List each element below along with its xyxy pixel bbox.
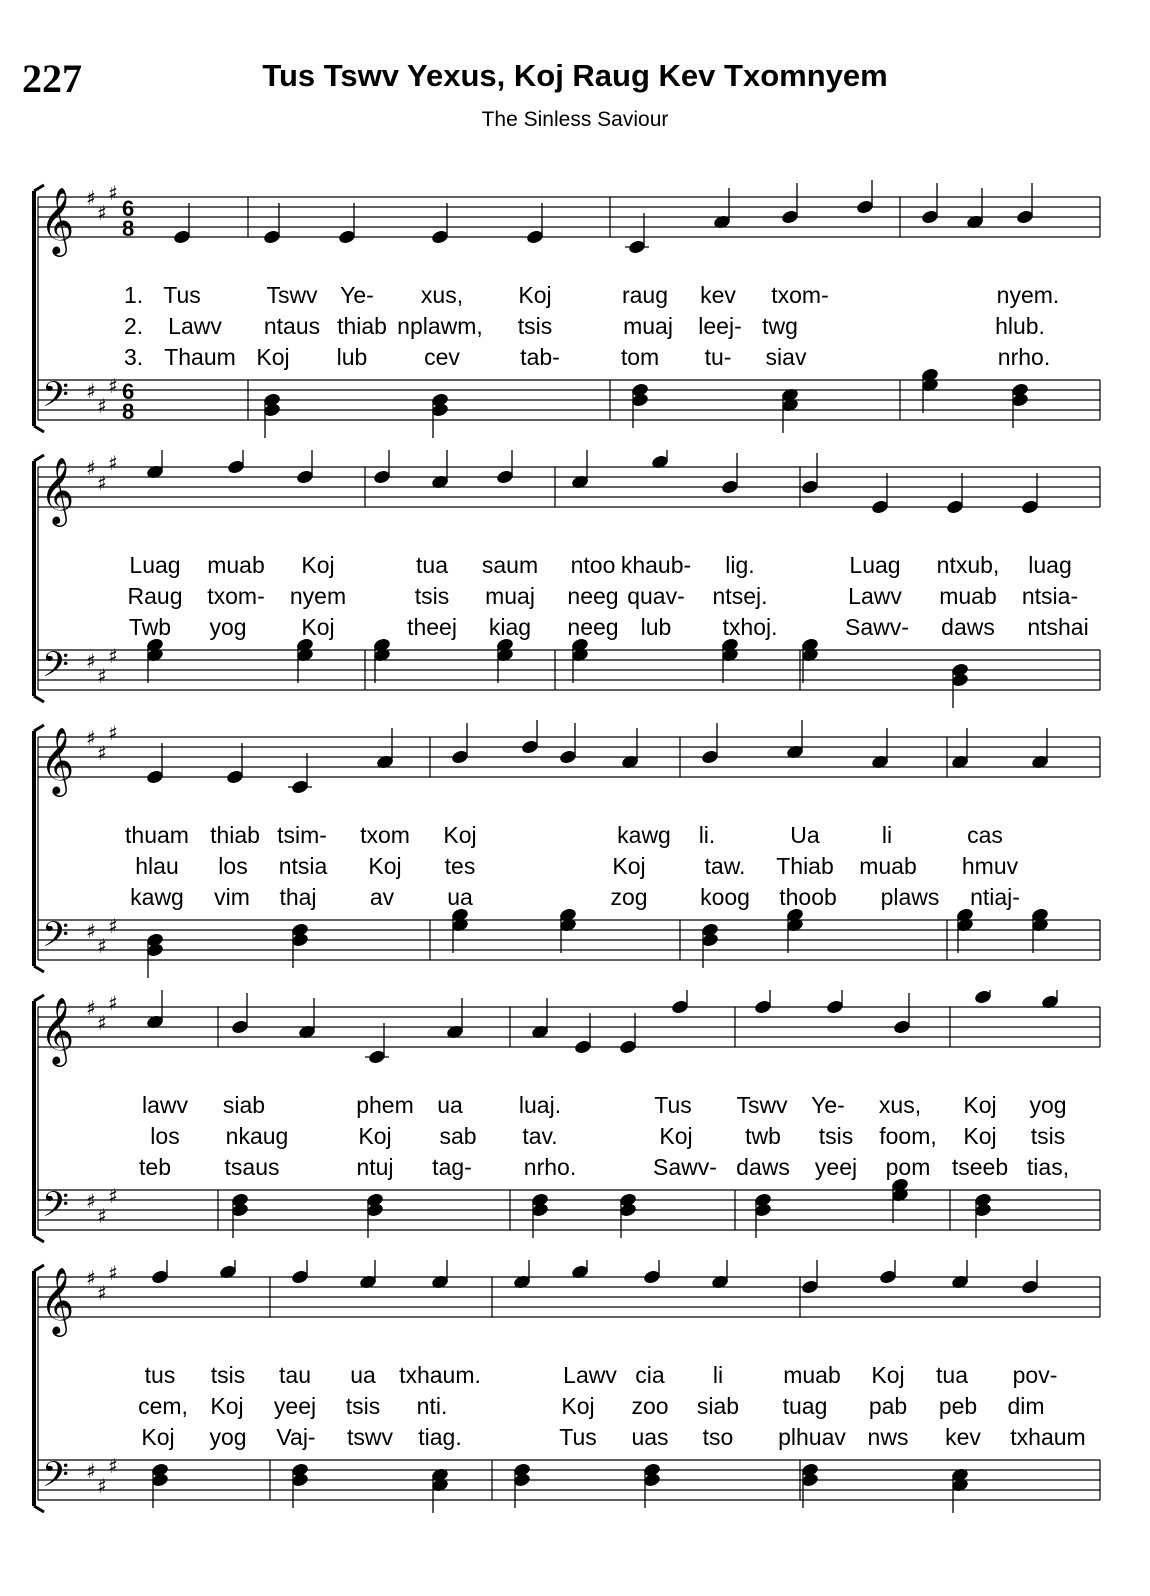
lyric-syllable: Raug	[127, 583, 183, 609]
lyric-syllable: Sawv-	[845, 614, 909, 640]
lyric-syllable: twg	[762, 313, 798, 339]
lyric-syllable: Koj	[963, 1092, 997, 1118]
lyric-syllable: Koj	[358, 1123, 392, 1149]
time-sig-bottom: 8	[122, 216, 135, 241]
lyric-syllable: lawv	[141, 1092, 189, 1118]
lyric-syllable: tsaus	[224, 1154, 280, 1180]
staff-graphic	[0, 1260, 1150, 1520]
key-sharp-icon: ♯	[108, 721, 118, 745]
bass-clef-icon: 𝄢	[42, 644, 70, 693]
lyric-syllable: tus	[144, 1362, 176, 1388]
lyric-syllable: thuam	[125, 822, 189, 848]
lyric-syllable: muab	[783, 1362, 841, 1388]
lyric-syllable: tsis	[517, 313, 553, 339]
lyric-syllable: nti.	[416, 1393, 448, 1419]
lyric-syllable: tav.	[522, 1123, 558, 1149]
verse-number: 3.	[124, 344, 144, 370]
lyric-syllable: tau	[279, 1362, 311, 1388]
lyric-syllable: zog	[610, 884, 648, 910]
lyric-syllable: nws	[867, 1424, 909, 1450]
lyric-syllable: kawg	[617, 822, 671, 848]
lyric-syllable: ntaus	[263, 313, 321, 339]
lyric-syllable: Koj	[659, 1123, 693, 1149]
key-sharp-icon: ♯	[86, 186, 96, 210]
time-sig-top: 6	[122, 379, 135, 404]
lyric-syllable: ntsej.	[712, 583, 768, 609]
key-sharp-icon: ♯	[97, 1011, 107, 1035]
key-sharp-icon: ♯	[86, 726, 96, 750]
lyric-syllable: tua	[416, 552, 448, 578]
lyric-syllable: Tus	[654, 1092, 692, 1118]
staff-graphic	[0, 180, 1150, 440]
lyric-line-verse-1	[0, 1092, 1150, 1120]
lyric-syllable: daws	[736, 1154, 790, 1180]
music-system	[0, 450, 1150, 710]
lyric-line-verse-2	[0, 313, 1150, 341]
lyric-syllable: tag-	[432, 1154, 472, 1180]
key-sharp-icon: ♯	[86, 649, 96, 673]
lyric-line-verse-3	[0, 1154, 1150, 1182]
lyric-syllable: muab	[939, 583, 997, 609]
lyric-line-verse-1	[0, 552, 1150, 580]
lyric-syllable: txom-	[207, 583, 265, 609]
bass-clef-icon: 𝄢	[42, 1184, 70, 1233]
lyric-syllable: vim	[214, 884, 250, 910]
verse-number: 1.	[124, 282, 144, 308]
lyric-syllable: siab	[696, 1393, 740, 1419]
key-sharp-icon: ♯	[97, 1281, 107, 1305]
lyric-syllable: thiab	[210, 822, 260, 848]
lyric-syllable: nrho.	[997, 344, 1051, 370]
lyric-syllable: raug	[621, 282, 669, 308]
bass-clef-icon: 𝄢	[42, 1454, 70, 1503]
lyric-syllable: Koj	[443, 822, 477, 848]
key-sharp-icon: ♯	[86, 379, 96, 403]
lyric-syllable: Lawv	[168, 313, 222, 339]
lyric-syllable: Twb	[128, 614, 172, 640]
lyric-syllable: siav	[765, 344, 807, 370]
lyric-syllable: kiag	[488, 614, 532, 640]
lyric-line-verse-3	[0, 614, 1150, 642]
hymn-subtitle: The Sinless Saviour	[481, 108, 669, 131]
lyric-syllable: hlub.	[995, 313, 1045, 339]
lyric-syllable: Luag	[129, 552, 181, 578]
treble-clef-icon: 𝄞	[40, 996, 75, 1064]
lyric-line-verse-1	[0, 282, 1150, 310]
lyric-syllable: tuag	[782, 1393, 828, 1419]
key-sharp-icon: ♯	[108, 644, 118, 668]
lyric-syllable: xus,	[420, 282, 464, 308]
lyric-syllable: ua	[350, 1362, 376, 1388]
key-sharp-icon: ♯	[97, 934, 107, 958]
verse-number: 2.	[124, 313, 144, 339]
staff-graphic	[0, 990, 1150, 1250]
time-sig-top: 6	[122, 196, 135, 221]
lyric-syllable: Thiab	[776, 853, 834, 879]
lyric-syllable: pom	[885, 1154, 931, 1180]
key-sharp-icon: ♯	[97, 664, 107, 688]
key-sharp-icon: ♯	[97, 201, 107, 225]
lyric-syllable: Vaj-	[276, 1424, 316, 1450]
lyric-syllable: thiab	[337, 313, 387, 339]
key-sharp-icon: ♯	[86, 1266, 96, 1290]
lyric-syllable: cas	[967, 822, 1003, 848]
lyric-syllable: Koj	[368, 853, 402, 879]
lyric-syllable: tu-	[704, 344, 732, 370]
key-sharp-icon: ♯	[97, 394, 107, 418]
lyric-syllable: hmuv	[961, 853, 1019, 879]
lyric-syllable: li.	[698, 822, 716, 848]
key-sharp-icon: ♯	[108, 914, 118, 938]
lyric-syllable: pab	[868, 1393, 908, 1419]
lyric-syllable: tom	[620, 344, 660, 370]
lyric-syllable: Lawv	[848, 583, 902, 609]
treble-clef-icon: 𝄞	[40, 186, 75, 254]
lyric-line-verse-1	[0, 1362, 1150, 1390]
lyric-syllable: ntsia	[278, 853, 328, 879]
lyric-syllable: Ye-	[340, 282, 374, 308]
lyric-syllable: Koj	[301, 614, 335, 640]
key-sharp-icon: ♯	[108, 991, 118, 1015]
lyric-syllable: txhaum.	[399, 1362, 481, 1388]
time-sig-bottom: 8	[122, 399, 135, 424]
lyric-syllable: cem,	[138, 1393, 188, 1419]
lyric-syllable: tso	[702, 1424, 734, 1450]
lyric-syllable: Thaum	[164, 344, 236, 370]
lyric-syllable: nyem	[289, 583, 347, 609]
lyric-syllable: peb	[938, 1393, 978, 1419]
key-sharp-icon: ♯	[86, 456, 96, 480]
lyric-syllable: txom	[360, 822, 410, 848]
lyric-syllable: quav-	[627, 583, 685, 609]
key-sharp-icon: ♯	[86, 996, 96, 1020]
lyric-syllable: thaj	[279, 884, 317, 910]
lyric-syllable: nyem.	[996, 282, 1060, 308]
lyric-syllable: theej	[407, 614, 457, 640]
lyric-syllable: muaj	[623, 313, 673, 339]
lyric-syllable: ntsia-	[1021, 583, 1079, 609]
lyric-syllable: plhuav	[778, 1424, 846, 1450]
lyric-syllable: Koj	[871, 1362, 905, 1388]
lyric-syllable: yog	[209, 1424, 247, 1450]
lyric-syllable: pov-	[1012, 1362, 1058, 1388]
lyric-syllable: los	[218, 853, 248, 879]
lyric-syllable: saum	[481, 552, 539, 578]
key-sharp-icon: ♯	[86, 1189, 96, 1213]
lyric-syllable: tias,	[1026, 1154, 1070, 1180]
lyric-line-verse-3	[0, 1424, 1150, 1452]
hymn-number: 227	[22, 56, 82, 101]
lyric-syllable: foom,	[879, 1123, 937, 1149]
lyric-syllable: Sawv-	[653, 1154, 717, 1180]
lyric-syllable: khaub-	[620, 552, 692, 578]
lyric-syllable: luag	[1028, 552, 1072, 578]
lyric-syllable: sab	[439, 1123, 477, 1149]
lyric-syllable: hlau	[135, 853, 179, 879]
lyric-syllable: muab	[859, 853, 917, 879]
lyric-syllable: lub	[640, 614, 672, 640]
lyric-syllable: los	[150, 1123, 180, 1149]
lyric-syllable: kev	[700, 282, 736, 308]
lyric-syllable: Tswv	[736, 1092, 788, 1118]
lyric-syllable: nrho.	[523, 1154, 577, 1180]
lyric-syllable: xus,	[878, 1092, 922, 1118]
lyric-syllable: tua	[936, 1362, 968, 1388]
lyric-syllable: txhoj.	[722, 614, 778, 640]
lyric-syllable: zoo	[631, 1393, 669, 1419]
lyric-syllable: daws	[941, 614, 995, 640]
lyric-syllable: phem	[356, 1092, 414, 1118]
lyric-syllable: Koj	[301, 552, 335, 578]
lyric-syllable: neeg	[567, 583, 619, 609]
lyric-syllable: txhaum	[1010, 1424, 1086, 1450]
lyric-syllable: tsis	[1030, 1123, 1066, 1149]
lyric-syllable: tsis	[818, 1123, 854, 1149]
lyric-syllable: plaws	[880, 884, 940, 910]
lyric-syllable: Tus	[559, 1424, 597, 1450]
lyric-line-verse-2	[0, 1393, 1150, 1421]
lyric-syllable: tsis	[414, 583, 450, 609]
key-sharp-icon: ♯	[108, 1184, 118, 1208]
lyric-syllable: Koj	[518, 282, 552, 308]
lyric-syllable: Koj	[561, 1393, 595, 1419]
lyric-line-verse-2	[0, 583, 1150, 611]
lyric-syllable: lig.	[725, 552, 755, 578]
lyric-syllable: tswv	[347, 1424, 393, 1450]
lyric-syllable: ua	[447, 884, 473, 910]
lyric-syllable: leej-	[698, 313, 742, 339]
lyric-syllable: nplawm,	[397, 313, 483, 339]
key-sharp-icon: ♯	[108, 451, 118, 475]
lyric-syllable: tsis	[345, 1393, 381, 1419]
key-sharp-icon: ♯	[97, 1474, 107, 1498]
lyric-syllable: li	[881, 822, 893, 848]
lyric-syllable: Koj	[963, 1123, 997, 1149]
lyric-syllable: tseeb	[951, 1154, 1009, 1180]
lyric-syllable: yog	[1029, 1092, 1067, 1118]
key-sharp-icon: ♯	[86, 919, 96, 943]
music-system	[0, 720, 1150, 980]
music-system	[0, 1260, 1150, 1520]
lyric-syllable: Tus	[163, 282, 201, 308]
lyric-syllable: Luag	[849, 552, 901, 578]
key-sharp-icon: ♯	[97, 471, 107, 495]
lyric-syllable: cia	[635, 1362, 665, 1388]
lyric-syllable: tiag.	[418, 1424, 462, 1450]
lyric-syllable: tsis	[210, 1362, 246, 1388]
key-sharp-icon: ♯	[108, 181, 118, 205]
bass-clef-icon: 𝄢	[42, 374, 70, 423]
lyric-syllable: tes	[444, 853, 476, 879]
lyric-syllable: Ua	[790, 822, 820, 848]
lyric-syllable: Ye-	[811, 1092, 845, 1118]
bass-clef-icon: 𝄢	[42, 914, 70, 963]
lyric-syllable: koog	[700, 884, 750, 910]
lyric-syllable: ntuj	[356, 1154, 394, 1180]
lyric-syllable: thoob	[779, 884, 837, 910]
lyric-syllable: Tswv	[266, 282, 318, 308]
lyric-line-verse-2	[0, 853, 1150, 881]
lyric-line-verse-3	[0, 344, 1150, 372]
lyric-syllable: tsim-	[277, 822, 327, 848]
lyric-syllable: li	[712, 1362, 724, 1388]
lyric-syllable: yeej	[273, 1393, 317, 1419]
lyric-syllable: dim	[1007, 1393, 1045, 1419]
key-sharp-icon: ♯	[97, 741, 107, 765]
lyric-syllable: luaj.	[518, 1092, 562, 1118]
treble-clef-icon: 𝄞	[40, 456, 75, 524]
lyric-syllable: ntxub,	[936, 552, 1000, 578]
staff-graphic	[0, 720, 1150, 980]
treble-clef-icon: 𝄞	[40, 1266, 75, 1334]
treble-clef-icon: 𝄞	[40, 726, 75, 794]
music-system	[0, 180, 1150, 440]
lyric-line-verse-2	[0, 1123, 1150, 1151]
lyric-syllable: txom-	[771, 282, 829, 308]
key-sharp-icon: ♯	[108, 374, 118, 398]
lyric-syllable: ntshai	[1027, 614, 1089, 640]
lyric-syllable: yeej	[814, 1154, 858, 1180]
key-sharp-icon: ♯	[97, 1204, 107, 1228]
lyric-syllable: neeg	[567, 614, 619, 640]
key-sharp-icon: ♯	[108, 1261, 118, 1285]
lyric-syllable: lub	[336, 344, 368, 370]
bracket-cap-bottom	[34, 1506, 44, 1512]
key-sharp-icon: ♯	[86, 1459, 96, 1483]
lyric-syllable: muab	[207, 552, 265, 578]
lyric-syllable: yog	[209, 614, 247, 640]
lyric-syllable: ua	[437, 1092, 463, 1118]
lyric-syllable: kawg	[130, 884, 184, 910]
music-system	[0, 990, 1150, 1250]
lyric-syllable: Koj	[256, 344, 290, 370]
lyric-line-verse-1	[0, 822, 1150, 850]
lyric-syllable: nkaug	[225, 1123, 289, 1149]
lyric-line-verse-3	[0, 884, 1150, 912]
key-sharp-icon: ♯	[108, 1454, 118, 1478]
lyric-syllable: cev	[424, 344, 460, 370]
lyric-syllable: Koj	[210, 1393, 244, 1419]
bracket-cap-bottom	[34, 966, 44, 972]
lyric-syllable: uas	[631, 1424, 669, 1450]
lyric-syllable: twb	[745, 1123, 781, 1149]
lyric-syllable: Lawv	[563, 1362, 617, 1388]
lyric-syllable: kev	[945, 1424, 981, 1450]
bracket-cap-bottom	[34, 426, 44, 432]
lyric-syllable: av	[369, 884, 395, 910]
bracket-cap-bottom	[34, 1236, 44, 1242]
lyric-syllable: Koj	[141, 1424, 175, 1450]
lyric-syllable: taw.	[704, 853, 746, 879]
hymn-title: Tus Tswv Yexus, Koj Raug Kev Txomnyem	[262, 58, 888, 93]
lyric-syllable: ntiaj-	[970, 884, 1020, 910]
staff-graphic	[0, 450, 1150, 710]
lyric-syllable: muaj	[485, 583, 535, 609]
lyric-syllable: teb	[139, 1154, 171, 1180]
lyric-syllable: ntoo	[570, 552, 616, 578]
lyric-syllable: Koj	[612, 853, 646, 879]
bracket-cap-bottom	[34, 696, 44, 702]
lyric-syllable: tab-	[520, 344, 560, 370]
lyric-syllable: siab	[222, 1092, 266, 1118]
